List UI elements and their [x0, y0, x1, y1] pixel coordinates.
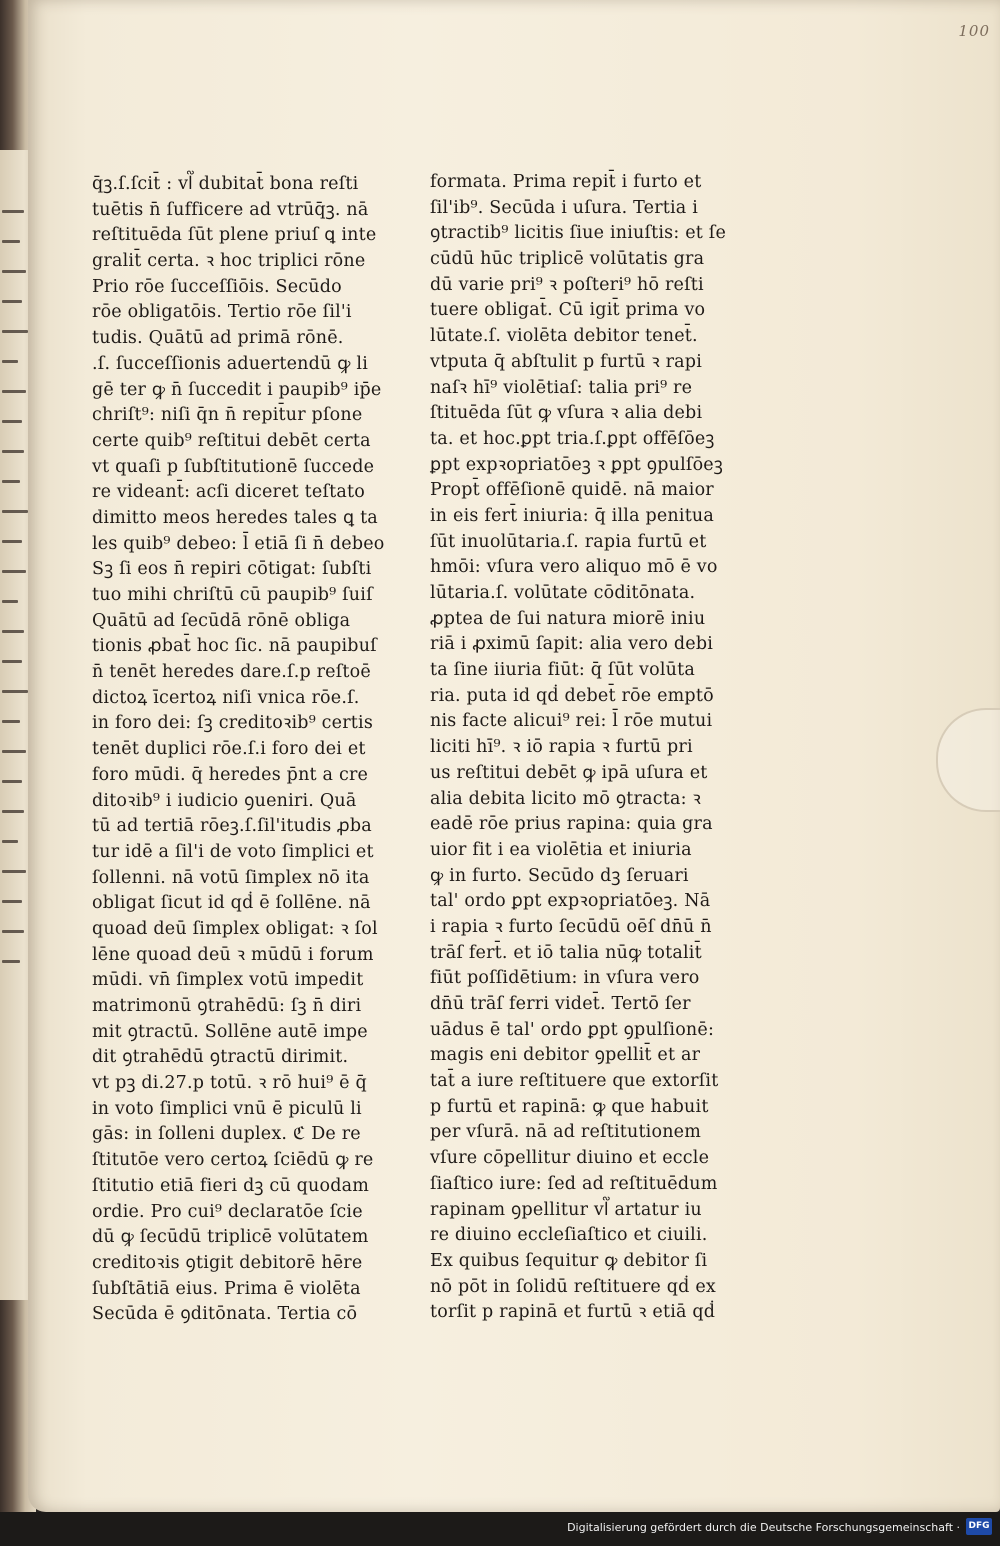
strip-text-fragment — [2, 540, 22, 543]
text-line: tuo mihi chriſtū cū paupib⁹ ſuiſ — [92, 585, 373, 605]
strip-text-fragment — [2, 360, 18, 363]
strip-text-fragment — [2, 750, 26, 753]
text-line: dū varie pri⁹ ꝛ poſteri⁹ hō reſti — [430, 274, 704, 295]
strip-text-fragment — [2, 390, 26, 393]
text-line: vt pꝫ di.27.p totū. ꝛ rō hui⁹ ē q̄ — [92, 1073, 367, 1094]
text-line: matrimonū ꝯtrahēdū: ſꝫ n̄ diri — [92, 996, 362, 1016]
strip-text-fragment — [2, 810, 24, 813]
text-line: vſure cōpellitur diuino et eccle — [430, 1148, 710, 1169]
text-line: dn̄ū trāſ ferri videt̄. Tertō ſer — [430, 994, 691, 1014]
text-line: ſtitutōe vero certoꝝ ſciēdū ꝙ re — [92, 1150, 374, 1171]
text-line: quoad deū ſimplex obligat: ꝛ ſol — [92, 918, 378, 939]
strip-text-fragment — [2, 420, 22, 423]
strip-text-fragment — [2, 210, 24, 213]
text-line: trāſ fert̄. et iō talia nūꝙ totalit̄ — [430, 942, 702, 963]
text-line: ſtitutio etiā fieri dꝫ cū quodam — [92, 1175, 370, 1196]
text-line: liciti hī⁹. ꝛ iō rapia ꝛ furtū pri — [430, 737, 693, 758]
strip-text-fragment — [2, 630, 24, 633]
text-line: nis facte alicui⁹ rei: l̄ rōe mutui — [430, 711, 713, 732]
strip-text-fragment — [2, 480, 20, 483]
text-line: ſollenni. nā votū ſimplex nō ita — [92, 867, 370, 888]
text-line: tuētis n̄ ſufficere ad vtrūq̄ꝫ. nā — [92, 199, 369, 220]
text-line: ria. puta id qḋ debet̄ rōe emptō — [430, 685, 714, 706]
strip-text-fragment — [2, 240, 20, 243]
text-line: lūtaria.ſ. volūtate cōditōnata. — [430, 583, 696, 603]
text-line: tal' ordo ꝑpt expꝛopriatōeꝫ. Nā — [430, 891, 711, 912]
text-line: alia debita licito mō ꝯtracta: ꝛ — [430, 788, 701, 809]
text-line: lēne quoad deū ꝛ mūdū i forum — [92, 944, 374, 965]
text-line: rōe obligatōis. Tertio rōe ſil'i — [92, 302, 352, 323]
strip-text-fragment — [2, 300, 22, 303]
text-line: Sꝫ ſi eos n̄ repiri cōtigat: ſubſti — [92, 559, 372, 580]
text-line: foro mūdi. q̄ heredes p̄nt a cre — [92, 764, 369, 785]
text-line: re videant̄: acſi diceret teſtato — [92, 482, 365, 503]
text-line: in foro dei: ſꝫ creditoꝛib⁹ certis — [92, 713, 374, 734]
strip-text-fragment — [2, 780, 22, 783]
text-line: in voto ſimplici vnū ē piculū li — [92, 1098, 362, 1119]
text-line: rapinam ꝯpellitur vl᷑ artatur iu — [430, 1199, 702, 1220]
strip-text-fragment — [2, 660, 22, 663]
strip-text-fragment — [2, 570, 26, 573]
text-line: re diuino eccleſiaſtico et ciuili. — [430, 1225, 708, 1246]
text-line: riā i ꝓximū ſapit: alia vero debi — [430, 634, 714, 655]
text-line: vt quaſi p ſubſtitutionē ſuccede — [92, 456, 375, 477]
text-line: Propt̄ offēſionē quidē. nā maior — [430, 480, 714, 501]
text-line: vtputa q̄ abſtulit p furtū ꝛ rapi — [430, 351, 702, 372]
text-line: ꝓptea de ſui natura miorē iniu — [430, 608, 706, 629]
dfg-logo: DFG — [966, 1518, 992, 1535]
text-line: formata. Prima repit̄ i furto et — [430, 172, 702, 192]
strip-text-fragment — [2, 450, 24, 453]
text-line: fiūt poſſidētium: in vſura vero — [430, 968, 700, 989]
text-line: gralit̄ certa. ꝛ hoc triplici rōne — [92, 251, 366, 272]
text-line: per vſurā. nā ad reſtitutionem — [430, 1122, 702, 1143]
text-line: cūdū hūc triplicē volūtatis gra — [430, 249, 705, 270]
text-line: q̄ꝫ.ſ.ſcit̄ : vl᷑ dubitat̄ bona reſti — [92, 174, 359, 194]
text-line: hmōi: vſura vero aliquo mō ē vo — [430, 557, 718, 578]
text-line: tionis ꝓbat̄ hoc ſic. nā paupibuſ — [92, 636, 377, 657]
text-line: p furtū et rapinā: ꝙ que habuit — [430, 1096, 709, 1117]
text-line: Prio rōe ſucceſſiōis. Secūdo — [92, 276, 342, 297]
strip-text-fragment — [2, 330, 28, 333]
text-line: ꝙ in furto. Secūdo dꝫ ſeruari — [430, 865, 689, 886]
text-line: Secūda ē ꝯditōnata. Tertia cō — [92, 1304, 358, 1325]
text-line: ſubſtātiā eius. Prima ē violēta — [92, 1278, 361, 1299]
text-line: ꝑpt expꝛopriatōeꝫ ꝛ ꝑpt ꝯpulſōeꝫ — [430, 454, 724, 475]
strip-text-fragment — [2, 840, 18, 843]
text-line: lūtate.ſ. violēta debitor tenet̄. — [430, 326, 698, 347]
text-line: creditoꝛis ꝯtigit debitorē hēre — [92, 1252, 363, 1273]
text-line: uādus ē tal' ordo ꝑpt ꝯpulſionē: — [430, 1019, 715, 1040]
strip-text-fragment — [2, 930, 24, 933]
text-line: ta ſine iiuria fiūt: q̄ ſūt volūta — [430, 660, 696, 681]
page-tab-impression — [936, 708, 1000, 812]
text-line: ſil'ib⁹. Secūda i uſura. Tertia i — [430, 197, 698, 218]
page-number: 100 — [958, 22, 990, 40]
text-line: les quib⁹ debeo: l̄ etiā ſi n̄ debeo — [92, 533, 385, 554]
strip-text-fragment — [2, 510, 28, 513]
text-line: gās: in ſolleni duplex. ℭ De re — [92, 1124, 361, 1145]
strip-text-fragment — [2, 270, 26, 273]
strip-text-fragment — [2, 600, 18, 603]
text-line: tenēt duplici rōe.ſ.i foro dei et — [92, 739, 366, 760]
text-line: tat̄ a iure reſtituere que extorſit — [430, 1071, 719, 1092]
text-line: ordie. Pro cui⁹ declaratōe ſcie — [92, 1201, 363, 1222]
text-line: certe quib⁹ reſtitui debēt certa — [92, 430, 371, 451]
text-line: magis eni debitor ꝯpellit̄ et ar — [430, 1045, 701, 1066]
text-line: tudis. Quātū ad primā rōnē. — [92, 328, 344, 349]
text-line: dictoꝝ īcertoꝝ niſi vnica rōe.ſ. — [92, 687, 360, 708]
text-line: tū ad tertiā rōeꝫ.ſ.ſil'itudis ꝓba — [92, 816, 372, 837]
text-line: ditoꝛib⁹ i iudicio ꝯueniri. Quā — [92, 790, 357, 811]
text-line: reſtituēda ſūt plene priuſ ꝗ inte — [92, 225, 377, 246]
text-line: nō pōt in ſolidū reſtituere qḋ ex — [430, 1276, 716, 1297]
text-line: tuere obligat̄. Cū igit̄ prima vo — [430, 300, 706, 321]
attribution-text: Digitalisierung gefördert durch die Deutsche Forschungsgemeinschaft · — [567, 1521, 960, 1534]
right-text-column — [430, 170, 745, 1326]
text-line: torſit p rapinā et furtū ꝛ etiā qḋ — [430, 1302, 716, 1323]
text-line: ſtituēda ſūt ꝙ vſura ꝛ alia debi — [430, 403, 703, 424]
text-line: mūdi. vn̄ ſimplex votū impedit — [92, 970, 364, 991]
text-line: n̄ tenēt heredes dare.ſ.p reſtoē — [92, 662, 371, 683]
text-line: ſiaſtico iure: ſed ad reſtituēdum — [430, 1173, 718, 1194]
text-line: ꝯtractib⁹ licitis ſiue iniuſtis: et ſe — [430, 223, 727, 244]
text-line: tur idē a ſil'i de voto ſimplici et — [92, 841, 374, 862]
text-line: obligat ſicut id qḋ ē ſollēne. nā — [92, 893, 371, 914]
strip-text-fragment — [2, 960, 20, 963]
text-line: eadē rōe prius rapina: quia gra — [430, 814, 713, 835]
text-line: dū ꝙ ſecūdū triplicē volūtatem — [92, 1227, 369, 1248]
text-line: dit ꝯtrahēdū ꝯtractū dirimit. — [92, 1047, 349, 1068]
text-line: .ſ. ſucceſſionis aduertendū ꝙ li — [92, 353, 368, 374]
strip-text-fragment — [2, 690, 28, 693]
text-line: ta. et hoc.ꝑpt tria.ſ.ꝑpt offēſōeꝫ — [430, 428, 715, 449]
text-line: in eis fert̄ iniuria: q̄ illa penitua — [430, 505, 715, 526]
left-text-column — [92, 172, 392, 1328]
text-line: Quātū ad ſecūdā rōnē obliga — [92, 610, 351, 631]
text-line: dimitto meos heredes tales ꝗ ta — [92, 507, 378, 528]
strip-text-fragment — [2, 870, 26, 873]
text-line: naſꝛ hī⁹ violētiaſ: talia pri⁹ re — [430, 377, 693, 398]
text-line: chriſt⁹: niſi q̄n n̄ repit̄ur pſone — [92, 405, 363, 426]
text-line: Ex quibus ſequitur ꝙ debitor ſi — [430, 1250, 708, 1271]
text-line: us reſtitui debēt ꝙ ipā uſura et — [430, 762, 708, 783]
strip-text-fragment — [2, 720, 20, 723]
text-line: gē ter ꝙ n̄ ſuccedit i paupib⁹ ip̄e — [92, 379, 382, 400]
text-line: uior fit i ea violētia et iniuria — [430, 839, 692, 860]
text-line: ſūt inuolūtaria.ſ. rapia furtū et — [430, 531, 707, 552]
strip-text-fragment — [2, 900, 22, 903]
text-line: mit ꝯtractū. Sollēne autē impe — [92, 1021, 368, 1042]
text-line: i rapia ꝛ furto ſecūdū oēſ dn̄ū n̄ — [430, 916, 712, 937]
